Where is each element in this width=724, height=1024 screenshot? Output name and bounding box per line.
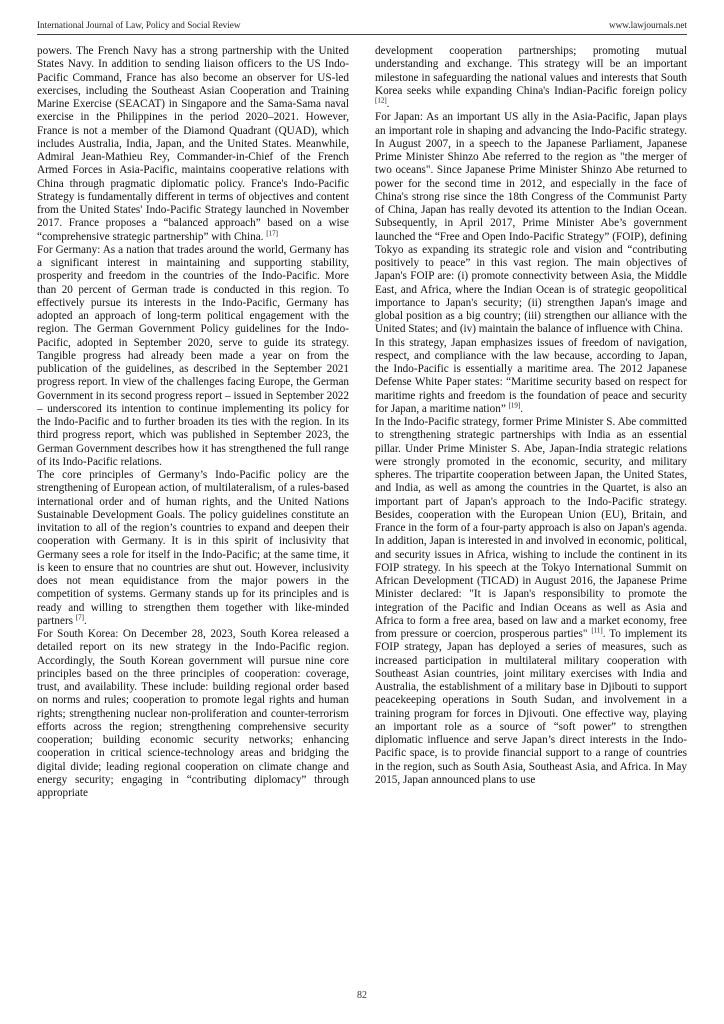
journal-title: International Journal of Law, Policy and Social Review: [37, 20, 241, 30]
paragraph: For South Korea: On December 28, 2023, South Korea released a detailed report on its new strategy in the Indo-Pacific region. Accordingly, the South Korean government will pursue nine core principles based on the three principles of cooperation: coverage, trust, and availability. These include: building regional order based on norms and rules; cooperation to promote legal rights and human rights; strengthening nuclear non-proliferation and counter-terrorism efforts across the region; strengthening comprehensive security cooperation; building economic security networks; enhancing cooperation in critical science-technology areas and bridging the digital divide; leading regional cooperation on climate change and energy security; engaging in “contributing diplomacy” through appropriate: [37, 628, 349, 799]
journal-website: www.lawjournals.net: [609, 20, 687, 30]
right-column: [375, 45, 687, 787]
paragraph: powers. The French Navy has a strong partnership with the United States Navy. In addition to sending liaison officers to the US Indo-Pacific Command, France has also become an observer for US-led exercises, including the Southeast Asian Cooperation and Training Marine Exercise (SEACAT) in Singapore and the Sama-Sama naval exercise in the Philippines in the period 2020–2021. However, France is not a member of the Diamond Quadrant (QUAD), which includes Australia, India, Japan, and the United States. Meanwhile, Admiral Jean-Mathieu Rey, Commander-in-Chief of the French Armed Forces in Asia-Pacific, maintains cooperative relations with China through pragmatic diplomatic policy. France's Indo-Pacific Strategy is fundamentally different in terms of objectives and content from the United States' Indo-Pacific Strategy launched in November 2017. France proposes a “balanced approach” based on a wise “comprehensive strategic partnership” with China. [17]: [37, 45, 349, 243]
header-rule: [37, 34, 687, 35]
page-header: [37, 14, 687, 34]
paragraph: The core principles of Germany’s Indo-Pacific policy are the strengthening of European action, of multilateralism, of a rules-based international order and of human rights, and the United Nations Sustainable Development Goals. The policy guidelines constitute an invitation to all of the region’s countries to expand and deepen their cooperation with Germany. It is in this spirit of inclusivity that Germany sees a role for itself in the Indo-Pacific; at the same time, it is keen to ensure that no countries are shut out. However, inclusivity does not mean equidistance from the major powers in the competition of systems. Germany stands up for its principles and is ready and willing to strengthen them together with like-minded partners [7].: [37, 469, 349, 627]
citation: [7]: [75, 613, 85, 622]
paragraph: In this strategy, Japan emphasizes issues of freedom of navigation, respect, and compliance with the law because, according to Japan, the Indo-Pacific is essentially a maritime area. The 2012 Japanese Defense White Paper states: “Maritime security based on respect for maritime rights and freedom is the foundation of peace and security for Japan, a maritime nation” [19].: [375, 336, 687, 415]
page-number: 82: [357, 990, 367, 1001]
citation: [12]: [375, 96, 387, 105]
left-column: [37, 45, 349, 800]
paragraph: For Japan: As an important US ally in the Asia-Pacific, Japan plays an important role in shaping and advancing the Indo-Pacific strategy. In August 2007, in a speech to the Japanese Parliament, Japanese Prime Minister Shinzo Abe referred to the region as "the merger of two oceans". Since Japanese Prime Minister Shinzo Abe returned to power for the second time in 2012, and especially in the face of China's strong rise since the 18th Congress of the Communist Party of China, Japan has really devoted its attention to the Indian Ocean. Subsequently, in April 2017, Prime Minister Abe’s government launched the “Free and Open Indo-Pacific Strategy” (FOIP), defining Tokyo as expanding its strategic role and vision and “contributing positively to peace” in this vast region. The main objectives of Japan's FOIP are: (i) promote connectivity between Asia, the Middle East, and Africa, where the Indian Ocean is of strategic geopolitical importance to Japan's security; (ii) strengthen Japan's image and global position as a big country; (iii) strengthen our alliance with the United States; and (iv) maintain the balance of influence with China.: [375, 111, 687, 336]
citation: [17]: [266, 228, 278, 237]
citation: [11]: [591, 626, 603, 635]
paragraph: development cooperation partnerships; promoting mutual understanding and exchange. This strategy will be an important milestone in safeguarding the national values and interests that South Korea seeks while expanding China's Indian-Pacific foreign policy [12].: [375, 45, 687, 110]
citation: [19]: [508, 401, 521, 410]
paragraph: In the Indo-Pacific strategy, former Prime Minister S. Abe committed to strengthening strategic partnerships with India as an essential pillar. Under Prime Minister S. Abe, Japan-India strategic relations were strongly promoted in the economic, security, and military spheres. The tripartite cooperation between Japan, the United States, and India, as well as among the countries in the Quartet, is also an important part of Japan's approach to the Indo-Pacific strategy. Besides, cooperation with the European Union (EU), Britain, and France in the form of a four-party approach is also on Japan's agenda. In addition, Japan is interested in and involved in economic, political, and security issues in Africa, wishing to include the continent in its FOIP strategy. In his speech at the Tokyo International Summit on African Development (TICAD) in August 2016, the Japanese Prime Minister declared: "It is Japan's responsibility to promote the integration of the Pacific and Indian Oceans as well as Asia and Africa to form a free area, based on law and a market economy, free from pressure or coercion, prosperous parties" [11]. To implement its FOIP strategy, Japan has deployed a series of measures, such as increased participation in multilateral military cooperation with Southeast Asian countries, joint military exercises with India and Australia, the establishment of a military base in Djibouti to support peacekeeping operations in South Sudan, and involvement in a training program for forces in Djivouti. One effective way, playing an important role as a source of “soft power” to strengthen diplomatic influence and serve Japan’s direct interests in the Indo-Pacific space, is to provide financial support to a range of countries in the region, such as South Asia, Southeast Asia, and Africa. In May 2015, Japan announced plans to use: [375, 416, 688, 786]
paragraph: For Germany: As a nation that trades around the world, Germany has a significant interest in maintaining and supporting stability, prosperity and freedom in the countries of the Indo-Pacific. More than 20 percent of German trade is conducted in this region. To effectively pursue its interests in the Indo-Pacific, Germany has adopted an approach of long-term political engagement with the region. The German Government Policy guidelines for the Indo-Pacific, adopted in September 2020, serve to guide its strategy. Tangible progress had already been made a year on from the publication of the guidelines, as described in the September 2021 progress report. In view of the challenges facing Europe, the German Government in its second progress report – issued in September 2022 – underscored its intention to continue implementing its policy for the Indo-Pacific and to further broaden its ties with the region. In its third progress report, which was published in September 2023, the German Government describes how it has strengthened the full range of its Indo-Pacific relations.: [37, 243, 349, 468]
